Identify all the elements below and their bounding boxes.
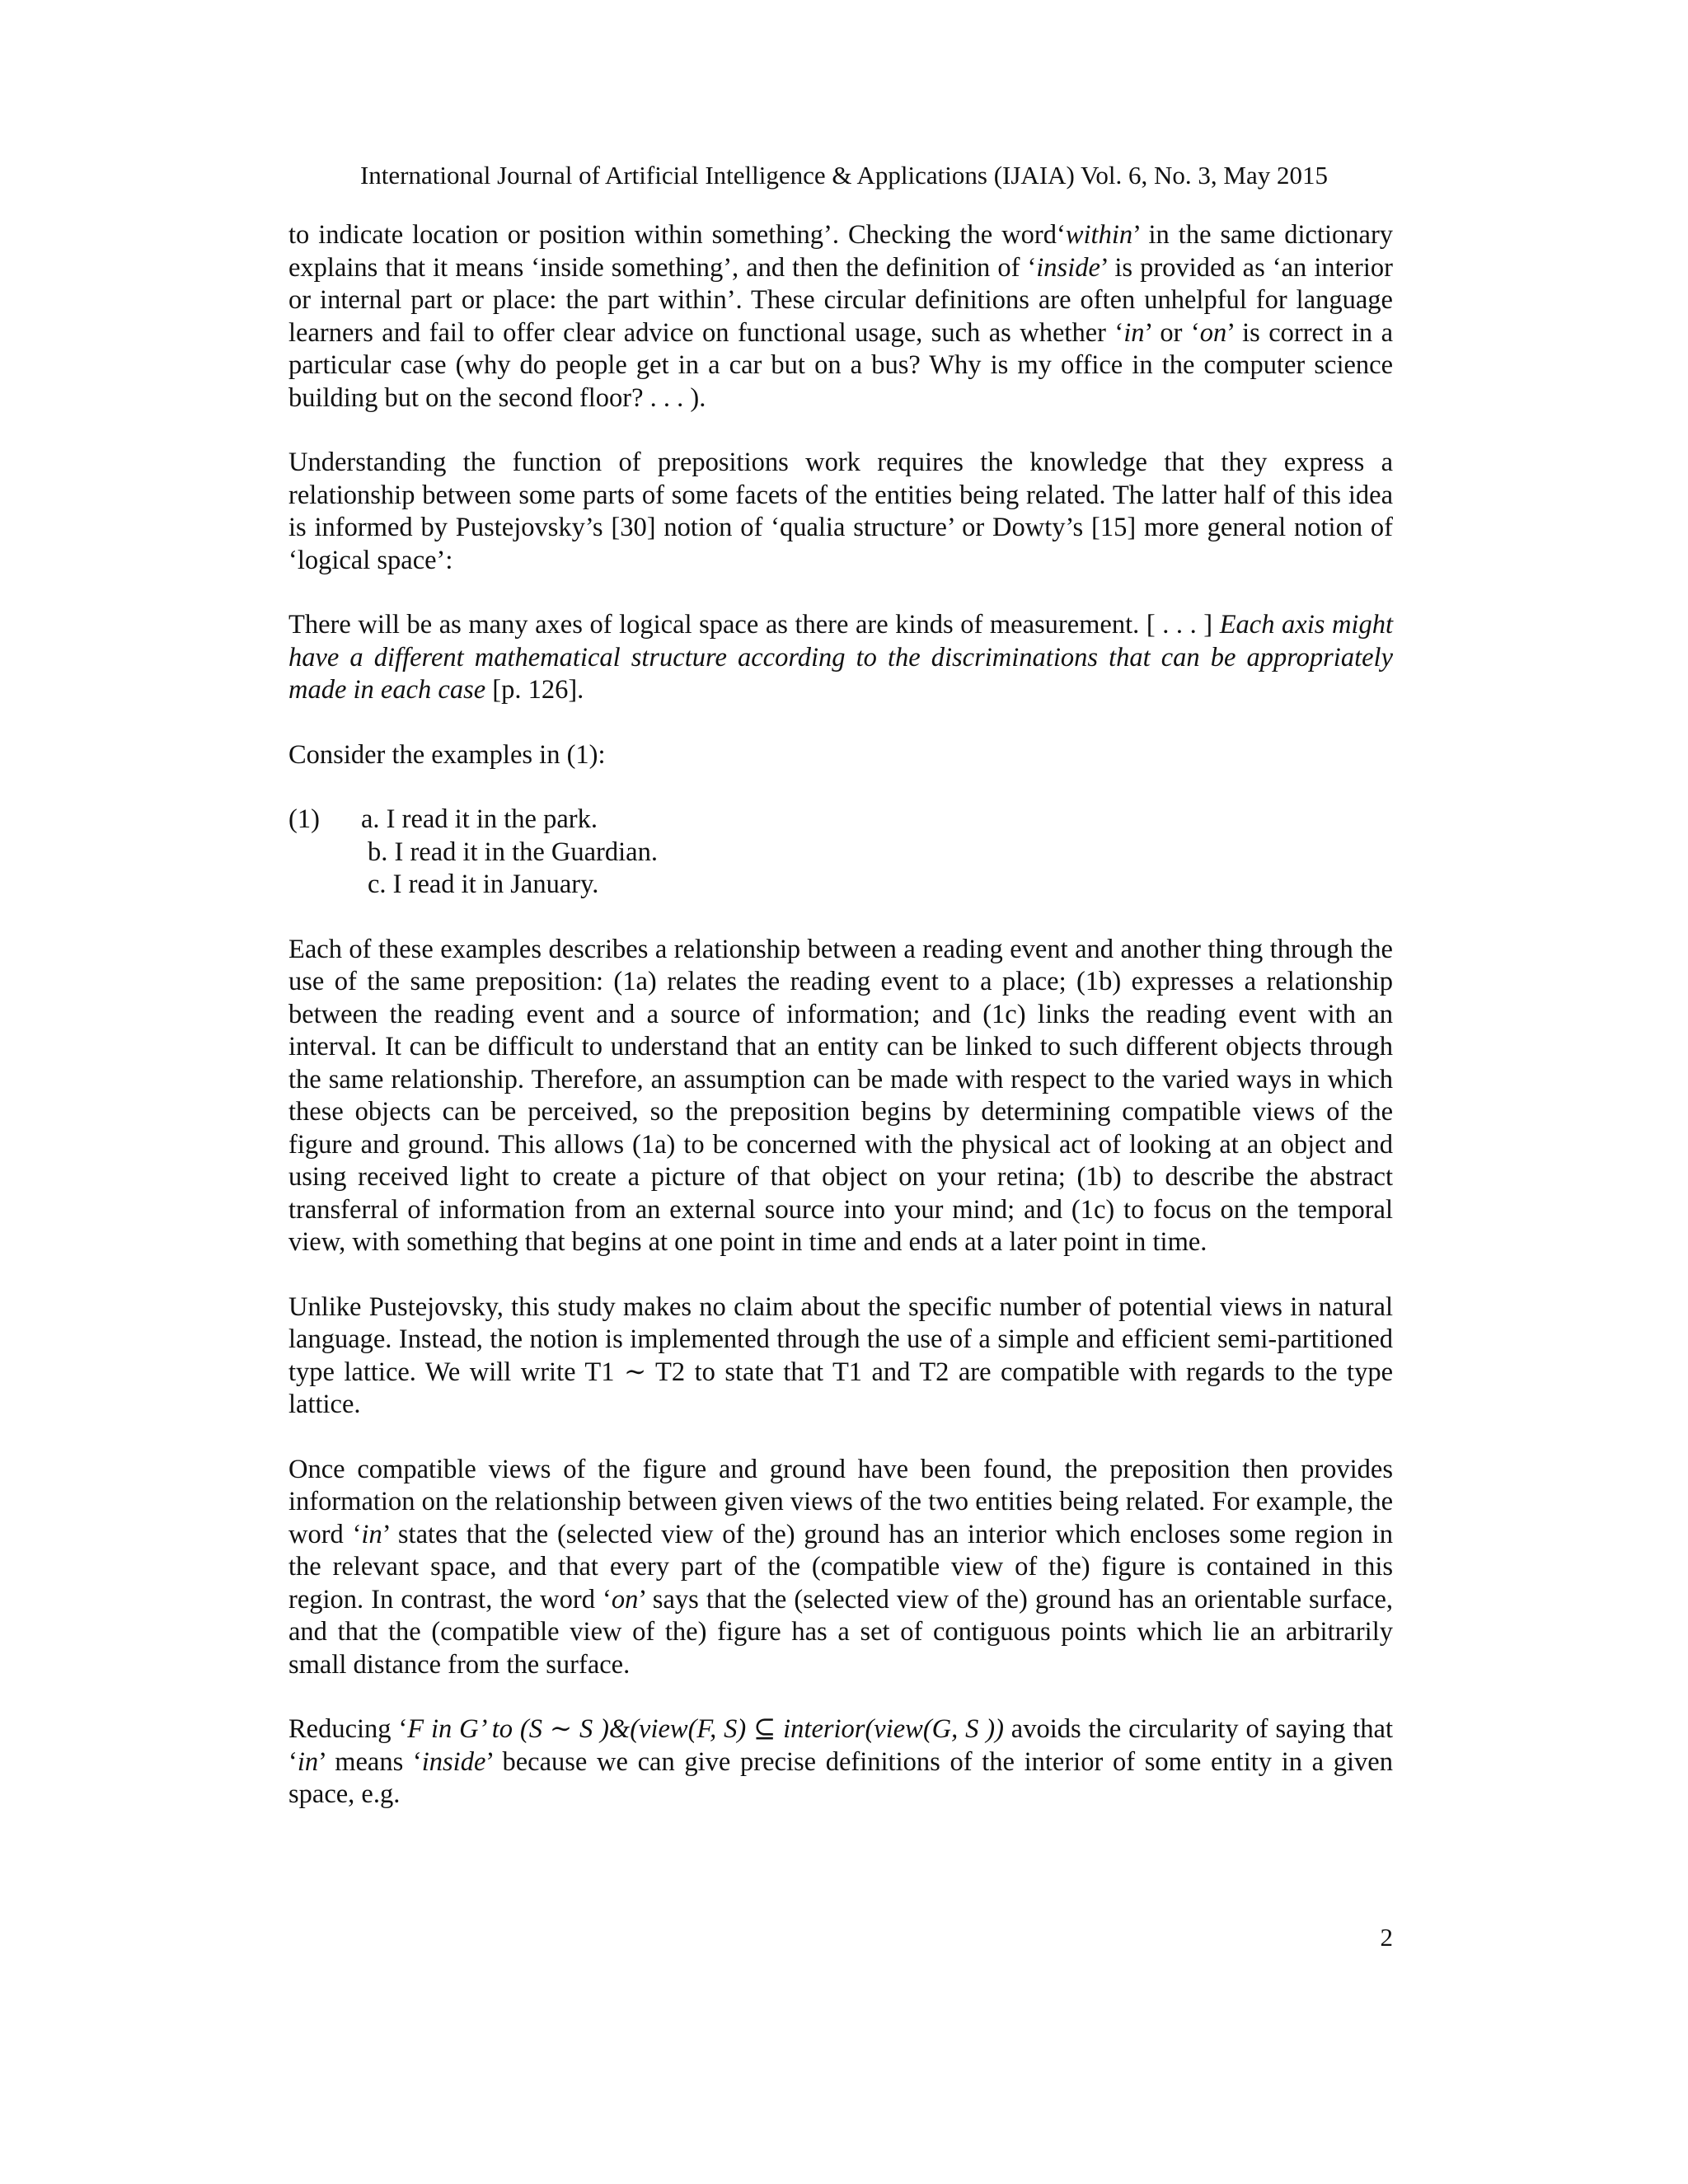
paragraph-formula: [288, 1713, 1393, 1811]
text-span: Once compatible views of the figure and ground have been found, the preposition then provides information on the relationship between given views of the two entities being related. For example, the word ‘: [288, 1454, 1393, 1549]
quote-italic: Each axis might have a different mathematical structure according to the discriminations that can be appropriately made in each case: [288, 610, 1393, 705]
italic-term-in: in: [361, 1519, 382, 1549]
paragraph-type-lattice: Unlike Pustejovsky, this study makes no claim about the specific number of potential views in natural language. Instead, the notion is implemented through the use of a simple and efficient semi-partitioned type lattice. We will write T1 ∼ T2 to state that T1 and T2 are compatible with regards to the type lattice.: [288, 1291, 1393, 1419]
page-number: 2: [1380, 1923, 1393, 1952]
text-span: ’ means ‘: [318, 1746, 422, 1777]
text-span: ’ is correct in a particular case (why do people get in a car but on a bus? Why is my office in the computer science building but on the second floor? . . . ).: [288, 317, 1394, 413]
italic-term-inside: inside: [1036, 252, 1100, 283]
example-list: [288, 804, 1393, 902]
example-text-b: b. I read it in the Guardian.: [368, 837, 658, 867]
text-span: ’ states that the (selected view of the) ground has an interior which encloses some region in the relevant space, and that every part of the (compatible view of the) figure is contained in this region. In contrast, the word ‘: [288, 1519, 1393, 1615]
example-number: (1): [288, 804, 320, 834]
paragraph-consider-examples: Consider the examples in (1):: [288, 739, 606, 770]
example-item-a: [288, 804, 1393, 837]
formula: F in G’ to (S ∼ S )&(view(F, S) ⊆ interior(view(G, S )): [407, 1714, 1004, 1744]
italic-term-inside: inside: [421, 1746, 486, 1777]
quote-citation: [p. 126].: [485, 675, 584, 705]
italic-term-on: on: [1199, 317, 1227, 348]
paragraph-circular-definitions: [288, 219, 1393, 415]
paragraph-prepositions-function: Understanding the function of prepositions work requires the knowledge that they express a relationship between some parts of some facets of the entities being related. The latter half of this idea is informed by Pustejovsky’s [30] notion of ‘qualia structure’ or Dowty’s [15] more general notion of ‘logical space’:: [288, 448, 1393, 575]
paragraph-figure-ground: [288, 1454, 1393, 1682]
text-span: ’ or ‘: [1144, 317, 1200, 348]
example-item-c: [288, 869, 1393, 902]
italic-term-within: within: [1065, 220, 1133, 250]
main-text: [288, 219, 1393, 1844]
example-text-c: c. I read it in January.: [368, 869, 599, 899]
example-item-b: [288, 837, 1393, 869]
text-span: avoids the circularity of saying that ‘: [288, 1714, 1393, 1777]
running-header: International Journal of Artificial Intelligence & Applications (IJAIA) Vol. 6, No. 3, May 2015: [359, 161, 1329, 190]
example-text-a: a. I read it in the park.: [361, 804, 598, 834]
paragraph-reading-events: Each of these examples describes a relationship between a reading event and another thing through the use of the same preposition: (1a) relates the reading event to a place; (1b) expresses a relationship between the reading event and a source of information; and (1c) links the reading event with an interval. It can be difficult to understand that an entity can be linked to such different objects through the same relationship. Therefore, an assumption can be made with respect to the varied ways in which these objects can be perceived, so the preposition begins by determining compatible views of the figure and ground. This allows (1a) to be concerned with the physical act of looking at an object and using received light to create a picture of that object on your retina; (1b) to describe the abstract transferral of information from an external source into your mind; and (1c) to focus on the temporal view, with something that begins at one point in time and ends at a later point in time.: [288, 934, 1393, 1257]
text-span: ’ because we can give precise definitions of the interior of some entity in a given space, e.g.: [288, 1746, 1393, 1809]
text-span: Reducing ‘: [288, 1714, 408, 1744]
text-span: ’ says that the (selected view of the) ground has an orientable surface, and that the (compatible view of the) figure has a set of contiguous points which lie an arbitrarily small distance from the surface.: [288, 1584, 1393, 1680]
italic-term-in: in: [297, 1746, 319, 1777]
text-span: to indicate location or position within something’. Checking the word‘: [288, 220, 1066, 250]
block-quote: [288, 609, 1393, 707]
quote-plain: There will be as many axes of logical space as there are kinds of measurement. [ . . . ]: [288, 610, 1220, 640]
italic-term-in: in: [1123, 317, 1145, 348]
text-span: ’ in the same dictionary explains that it means ‘inside something’, and then the definition of ‘: [288, 220, 1394, 283]
italic-term-on: on: [611, 1584, 639, 1615]
text-span: ’ is provided as ‘an interior or internal part or place: the part within’. These circular definitions are often unhelpful for language learners and fail to offer clear advice on functional usage, such as whether ‘: [288, 252, 1393, 348]
